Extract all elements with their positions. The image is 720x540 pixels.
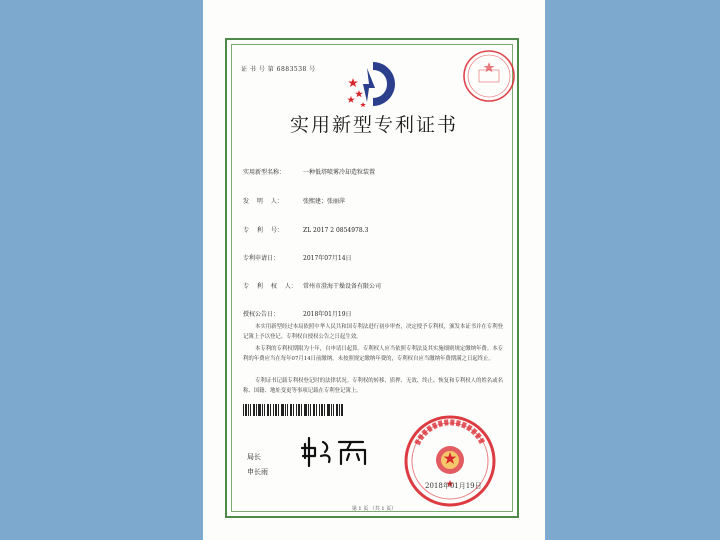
certificate-paragraph: 本实用新型经过本局依照中华人民共和国专利法进行初步审查，决定授予专利权，颁发本证书并在专利登记簿上予以登记。专利权自授权公告之日起生效。	[243, 324, 503, 340]
certificate-number: 证 书 号 第 6883538 号	[241, 66, 316, 73]
signature-title: 局长	[247, 453, 261, 461]
field-value: 2018年01月19日	[303, 311, 352, 318]
page-footer: 第 1 页 （共 1 页）	[351, 506, 397, 512]
certificate-paragraph: 专利证书记载专利权登记时的法律状况。专利权的转移、质押、无效、终止、恢复和专利权人的姓名或名称、国籍、地址变更等事项记载在专利登记簿上。	[243, 378, 503, 394]
certificate-paragraph: 本专利的专利权期限为十年，自申请日起算。专利权人应当依照专利法及其实施细则规定缴纳年费。本专利的年费应当在每年07月14日前缴纳。未按照规定缴纳年费的，专利权自应当缴纳年费期满之日起终止。	[243, 346, 503, 362]
field-value: 张熙建；张丽萍	[303, 198, 346, 205]
patent-office-logo-icon	[345, 58, 401, 110]
issue-date: 2018年01月19日	[425, 482, 482, 490]
barcode-icon	[243, 404, 343, 416]
field-value: 2017年07月14日	[303, 255, 352, 262]
field-application-date	[243, 253, 352, 262]
field-value: 常州市澄海干燥设备有限公司	[303, 283, 382, 290]
handwritten-signature	[299, 434, 371, 470]
signature-name: 申长雨	[247, 468, 268, 476]
company-seal-stamp	[461, 48, 517, 104]
field-label: 发 明 人：	[243, 198, 283, 205]
field-value: 一种低塔喷雾冷却造粒装置	[303, 169, 376, 176]
field-grant-date	[243, 309, 352, 318]
field-label: 专利申请日：	[243, 255, 280, 262]
national-ip-office-seal-stamp	[403, 414, 497, 508]
certificate-title: 实用新型专利证书	[289, 114, 458, 136]
field-value: ZL 2017 2 0854978.3	[303, 227, 369, 234]
certificate-sheet	[203, 0, 545, 540]
field-label: 专 利 号：	[243, 227, 283, 234]
field-inventor	[243, 196, 345, 205]
field-utility-model-name	[243, 167, 375, 176]
field-patent-number	[243, 225, 368, 234]
field-patentee	[243, 281, 381, 290]
field-label: 实用新型名称：	[243, 169, 286, 176]
field-label: 授权公告日：	[243, 311, 280, 318]
field-label: 专 利 权 人：	[243, 283, 297, 290]
